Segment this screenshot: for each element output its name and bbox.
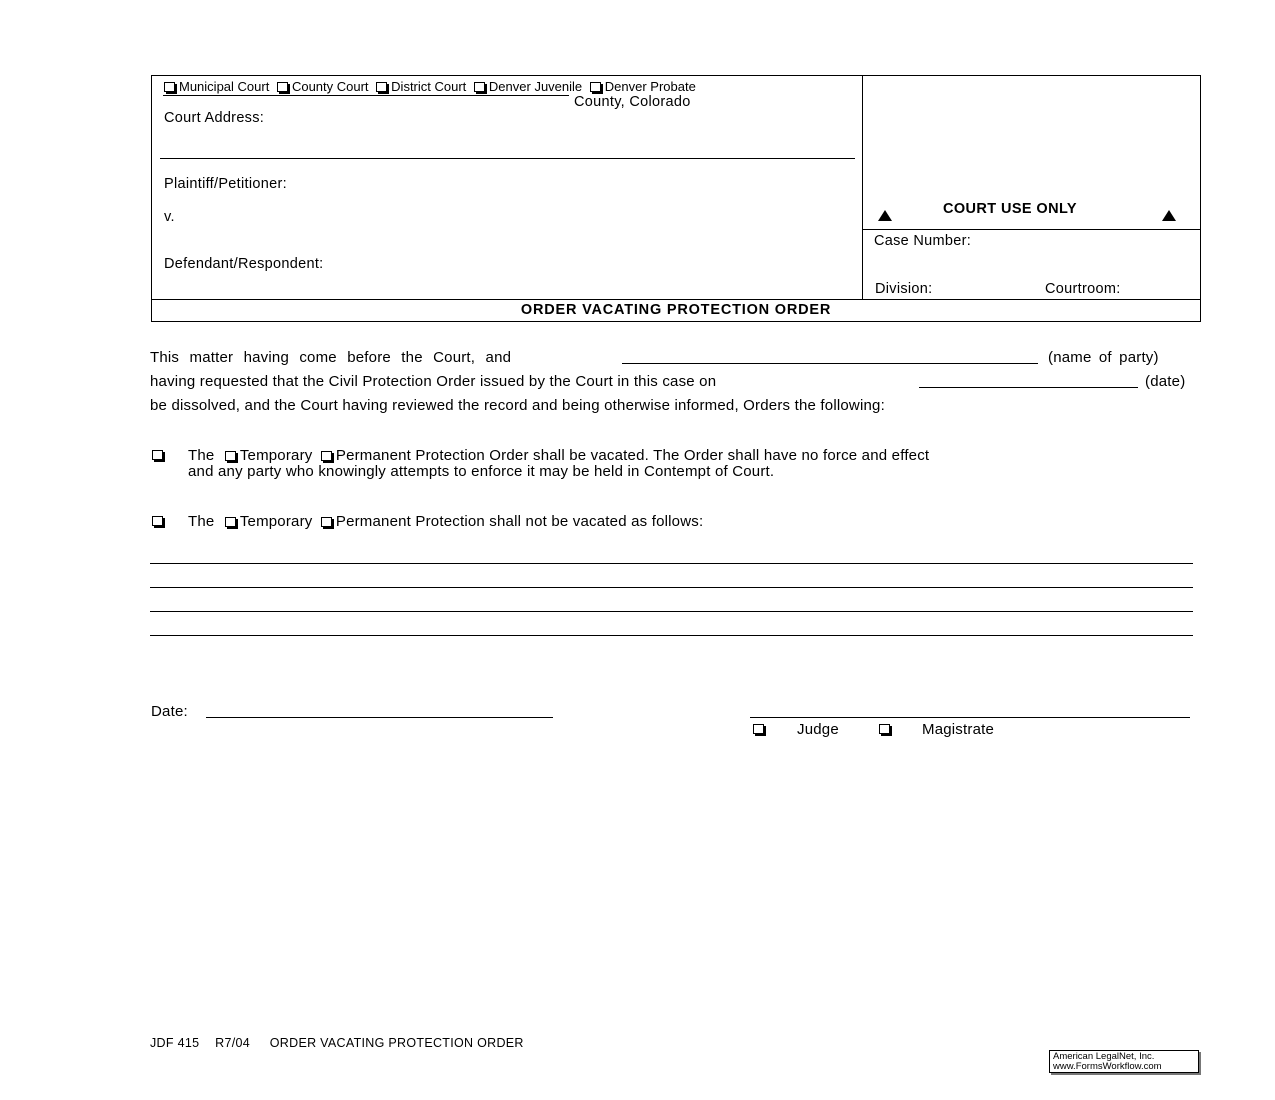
court-use-only-label: COURT USE ONLY — [943, 201, 1077, 217]
logo-line-2: www.FormsWorkflow.com — [1053, 1061, 1162, 1072]
county-court-label: County Court — [291, 79, 369, 94]
versus-label: v. — [164, 209, 175, 225]
denver-probate-label: Denver Probate — [604, 79, 696, 94]
magistrate-checkbox[interactable] — [879, 724, 890, 734]
municipal-court-label: Municipal Court — [179, 79, 270, 94]
form-footer — [150, 1036, 524, 1050]
body-line-2-end: (date) — [1145, 373, 1186, 390]
publisher-logo — [1049, 1050, 1199, 1073]
option2-line — [188, 513, 703, 530]
caption-divider — [862, 75, 863, 300]
form-revision: R7/04 — [215, 1036, 250, 1050]
denver-juvenile-label: Denver Juvenile — [488, 79, 583, 94]
option1-permanent-checkbox[interactable] — [321, 451, 332, 461]
municipal-court-checkbox[interactable] — [164, 82, 175, 92]
caption-box — [151, 75, 1201, 322]
case-number-label: Case Number: — [874, 233, 972, 249]
option2-the: The — [188, 513, 215, 530]
judge-label: Judge — [797, 721, 839, 738]
denver-juvenile-checkbox[interactable] — [474, 82, 485, 92]
logo-line-1: American LegalNet, Inc. — [1053, 1051, 1155, 1062]
judge-checkbox[interactable] — [753, 724, 764, 734]
document-title: ORDER VACATING PROTECTION ORDER — [520, 302, 832, 318]
district-court-checkbox[interactable] — [376, 82, 387, 92]
denver-probate-checkbox[interactable] — [590, 82, 601, 92]
option1-the: The — [188, 447, 215, 464]
division-label: Division: — [875, 281, 933, 297]
option1-temporary-checkbox[interactable] — [225, 451, 236, 461]
triangle-left-icon — [878, 210, 892, 221]
option1-permanent-label: Permanent Protection Order shall be vacated. The Order shall have no force and effect — [335, 447, 930, 464]
explanation-line[interactable] — [150, 563, 1193, 564]
option1-line2: and any party who knowingly attempts to enforce it may be held in Contempt of Court. — [188, 463, 775, 480]
body-line-1-start: This matter having come before the Court, and — [150, 349, 512, 366]
court-address-field[interactable] — [160, 158, 855, 159]
option2-temporary-checkbox[interactable] — [225, 517, 236, 527]
court-type-row — [164, 79, 696, 94]
date-label: Date: — [151, 703, 188, 720]
footer-form-title: ORDER VACATING PROTECTION ORDER — [269, 1036, 524, 1050]
not-vacate-checkbox[interactable] — [152, 516, 163, 526]
plaintiff-label: Plaintiff/Petitioner: — [164, 176, 287, 192]
option1-line1 — [188, 447, 929, 464]
caption-title-divider — [151, 299, 1201, 300]
county-court-checkbox[interactable] — [277, 82, 288, 92]
county-name-field[interactable] — [163, 95, 569, 96]
district-court-label: District Court — [391, 79, 467, 94]
option2-temporary-label: Temporary — [239, 513, 313, 530]
explanation-line[interactable] — [150, 611, 1193, 612]
body-line-2-start: having requested that the Civil Protection Order issued by the Court in this case on — [150, 373, 717, 390]
defendant-label: Defendant/Respondent: — [164, 256, 324, 272]
body-line-3: be dissolved, and the Court having reviewed the record and being otherwise informed, Orders the following: — [150, 397, 885, 414]
order-date-field[interactable] — [919, 387, 1138, 388]
county-label: County, Colorado — [574, 94, 691, 110]
triangle-right-icon — [1162, 210, 1176, 221]
explanation-line[interactable] — [150, 587, 1193, 588]
explanation-line[interactable] — [150, 635, 1193, 636]
signature-field[interactable] — [750, 717, 1190, 718]
date-field[interactable] — [206, 717, 553, 718]
court-use-divider — [862, 229, 1201, 230]
magistrate-label: Magistrate — [922, 721, 995, 738]
court-address-label: Court Address: — [164, 110, 265, 126]
option1-temporary-label: Temporary — [239, 447, 313, 464]
party-name-field[interactable] — [622, 363, 1038, 364]
option2-permanent-checkbox[interactable] — [321, 517, 332, 527]
courtroom-label: Courtroom: — [1045, 281, 1121, 297]
vacate-order-checkbox[interactable] — [152, 450, 163, 460]
option2-permanent-label: Permanent Protection shall not be vacated as follows: — [335, 513, 704, 530]
body-line-1-end: (name of party) — [1048, 349, 1159, 366]
form-id: JDF 415 — [150, 1036, 200, 1050]
